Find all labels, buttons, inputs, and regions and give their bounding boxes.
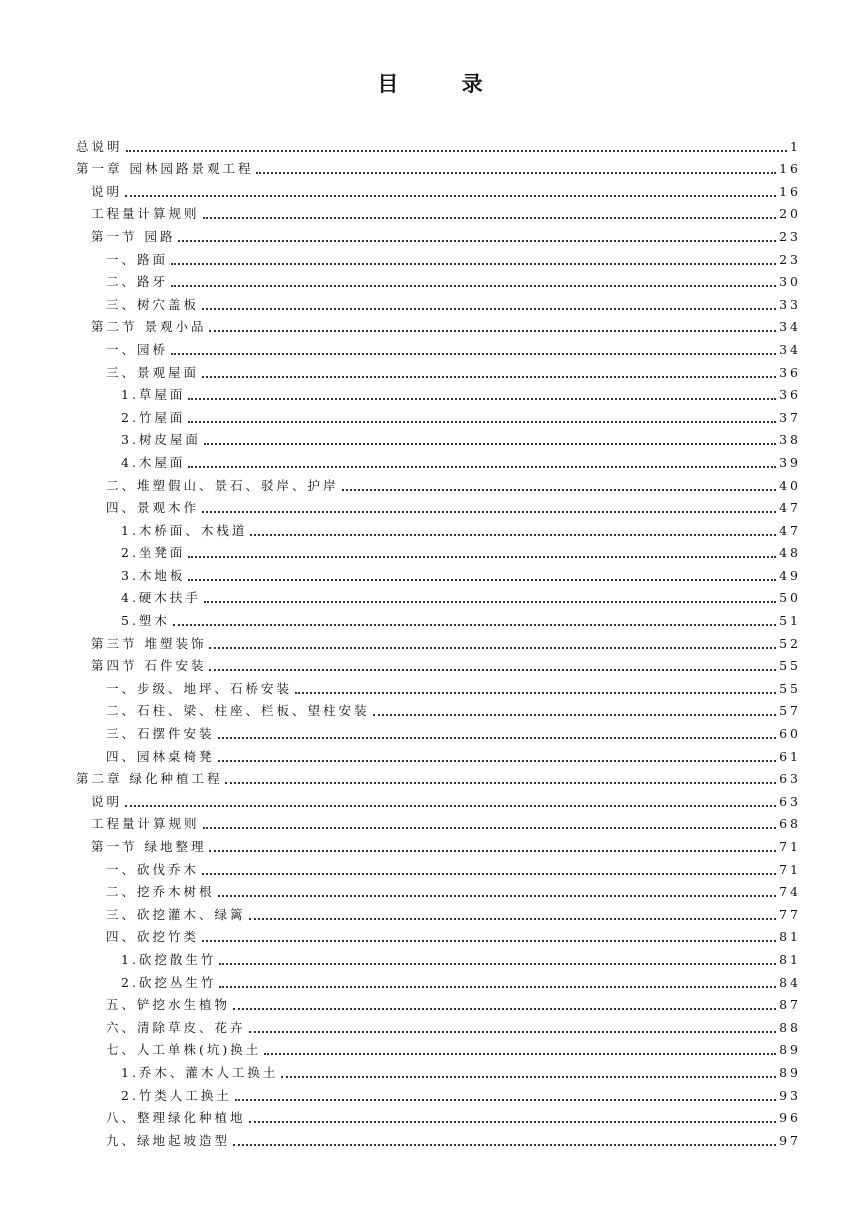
toc-entry-label: 总说明 [76, 138, 123, 154]
toc-entry-page-number: 96 [779, 1110, 801, 1126]
toc-entry-page-number: 38 [779, 432, 801, 448]
toc-entry-label: 4.硬木扶手 [121, 590, 201, 606]
toc-entry-page-number: 34 [779, 341, 801, 357]
dot-leader [203, 217, 777, 219]
toc-entry-page-number: 60 [779, 726, 801, 742]
dot-leader [225, 782, 776, 784]
toc-entry-page-number: 63 [779, 793, 801, 809]
toc-entry[interactable] [76, 991, 801, 1014]
dot-leader [171, 263, 776, 265]
toc-entry[interactable] [76, 606, 801, 629]
table-of-contents [76, 132, 801, 1149]
toc-entry[interactable] [76, 697, 801, 720]
dot-leader [250, 534, 776, 536]
toc-entry-page-number: 23 [779, 228, 801, 244]
toc-entry-page-number: 16 [779, 183, 801, 199]
toc-entry-label: 2.竹类人工换土 [121, 1087, 232, 1103]
toc-entry-page-number: 71 [779, 861, 801, 877]
dot-leader [204, 443, 776, 445]
toc-entry-label: 第三节 堆塑装饰 [91, 635, 207, 651]
dot-leader [203, 827, 777, 829]
toc-entry[interactable] [76, 923, 801, 946]
dot-leader [249, 1121, 777, 1123]
dot-leader [188, 421, 776, 423]
toc-entry[interactable] [76, 674, 801, 697]
toc-entry[interactable] [76, 652, 801, 675]
toc-entry-page-number: 47 [779, 522, 801, 538]
toc-entry-page-number: 87 [779, 997, 801, 1013]
toc-entry-label: 四、砍挖竹类 [106, 929, 200, 945]
dot-leader [233, 1144, 776, 1146]
dot-leader [209, 330, 776, 332]
toc-entry-page-number: 34 [779, 319, 801, 335]
toc-entry[interactable] [76, 1013, 801, 1036]
toc-entry-page-number: 40 [779, 477, 801, 493]
toc-entry-page-number: 89 [779, 1042, 801, 1058]
dot-leader [218, 895, 777, 897]
toc-entry-page-number: 47 [779, 500, 801, 516]
toc-entry-page-number: 97 [779, 1132, 801, 1148]
toc-entry-page-number: 84 [779, 974, 801, 990]
dot-leader [202, 308, 776, 310]
toc-entry[interactable] [76, 945, 801, 968]
toc-entry[interactable] [76, 1036, 801, 1059]
dot-leader [256, 172, 776, 174]
dot-leader [209, 647, 776, 649]
toc-entry-label: 1.砍挖散生竹 [121, 951, 217, 967]
toc-entry[interactable] [76, 1126, 801, 1149]
toc-entry-label: 一、砍伐乔木 [106, 861, 200, 877]
toc-entry-label: 第一节 绿地整理 [91, 839, 207, 854]
toc-entry-label: 三、景观屋面 [106, 364, 200, 380]
toc-entry[interactable] [76, 448, 801, 471]
toc-entry-page-number: 88 [779, 1019, 801, 1035]
toc-entry-label: 五、铲挖水生植物 [106, 997, 231, 1013]
toc-entry[interactable] [76, 742, 801, 765]
dot-leader [126, 150, 788, 152]
toc-entry[interactable] [76, 177, 801, 200]
toc-entry-label: 二、堆塑假山、景石、驳岸、护岸 [106, 477, 339, 493]
dot-leader [264, 1053, 776, 1055]
dot-leader [281, 1076, 776, 1078]
toc-entry[interactable] [76, 765, 801, 788]
dot-leader [188, 579, 776, 581]
toc-entry[interactable] [76, 200, 801, 223]
toc-entry-page-number: 50 [779, 590, 801, 606]
toc-entry-page-number: 81 [779, 951, 801, 967]
dot-leader [249, 1031, 777, 1033]
toc-entry[interactable] [76, 132, 801, 155]
dot-leader [188, 556, 776, 558]
toc-entry-page-number: 93 [779, 1087, 801, 1103]
toc-entry-label: 一、园桥 [106, 341, 169, 357]
toc-entry-page-number: 48 [779, 545, 801, 561]
toc-entry-page-number: 16 [779, 161, 801, 177]
toc-entry-page-number: 30 [779, 274, 801, 290]
dot-leader [204, 601, 776, 603]
toc-entry-label: 4.木屋面 [121, 454, 186, 470]
toc-entry-page-number: 33 [779, 296, 801, 312]
toc-entry-label: 二、路牙 [106, 274, 169, 290]
toc-entry[interactable] [76, 471, 801, 494]
dot-leader [209, 669, 776, 671]
toc-entry-label: 2.坐凳面 [121, 545, 186, 561]
toc-entry[interactable] [76, 516, 801, 539]
toc-entry-page-number: 68 [779, 816, 801, 832]
dot-leader [202, 940, 776, 942]
toc-entry[interactable] [76, 629, 801, 652]
toc-entry-label: 2.砍挖丛生竹 [121, 974, 217, 990]
toc-entry-page-number: 71 [779, 839, 801, 854]
toc-entry-label: 第二章 绿化种植工程 [76, 771, 223, 787]
toc-entry[interactable] [76, 900, 801, 923]
toc-entry-page-number: 57 [779, 703, 801, 719]
toc-entry-page-number: 20 [779, 206, 801, 222]
toc-entry-label: 2.竹屋面 [121, 409, 186, 425]
dot-leader [218, 737, 777, 739]
toc-entry[interactable] [76, 494, 801, 517]
toc-entry-label: 3.树皮屋面 [121, 432, 201, 448]
toc-entry-page-number: 23 [779, 251, 801, 267]
toc-entry[interactable] [76, 358, 801, 381]
toc-entry[interactable] [76, 1081, 801, 1104]
toc-entry[interactable] [76, 155, 801, 178]
toc-entry-label: 第一节 园路 [91, 228, 176, 244]
dot-leader [188, 398, 776, 400]
toc-entry[interactable] [76, 403, 801, 426]
toc-entry[interactable] [76, 810, 801, 833]
toc-entry-label: 1.木桥面、木栈道 [121, 522, 248, 538]
dot-leader [125, 805, 776, 807]
dot-leader [209, 850, 776, 852]
toc-entry-label: 说明 [91, 793, 123, 809]
dot-leader [233, 1008, 776, 1010]
toc-entry-page-number: 49 [779, 567, 801, 583]
toc-entry[interactable] [76, 1058, 801, 1081]
toc-entry-label: 七、人工单株(坑)换土 [106, 1042, 262, 1058]
toc-entry[interactable] [76, 561, 801, 584]
toc-entry-label: 1.乔木、灌木人工换土 [121, 1064, 279, 1080]
toc-entry-label: 第四节 石件安装 [91, 658, 207, 674]
toc-entry-label: 四、景观木作 [106, 500, 200, 516]
toc-entry-label: 一、路面 [106, 251, 169, 267]
toc-entry-page-number: 36 [779, 387, 801, 403]
toc-entry[interactable] [76, 245, 801, 268]
toc-entry-label: 第二节 景观小品 [91, 319, 207, 335]
toc-entry-label: 第一章 园林园路景观工程 [76, 161, 254, 177]
toc-entry-label: 二、挖乔木树根 [106, 884, 215, 900]
toc-entry-label: 1.草屋面 [121, 387, 186, 403]
dot-leader [295, 692, 776, 694]
toc-entry-label: 四、园林桌椅凳 [106, 748, 215, 764]
toc-entry-label: 工程量计算规则 [91, 206, 200, 222]
dot-leader [188, 466, 776, 468]
toc-entry[interactable] [76, 335, 801, 358]
toc-entry-page-number: 55 [779, 658, 801, 674]
dot-leader [178, 240, 776, 242]
toc-entry-label: 九、绿地起坡造型 [106, 1132, 231, 1148]
dot-leader [235, 1099, 776, 1101]
toc-entry-page-number: 81 [779, 929, 801, 945]
dot-leader [173, 624, 776, 626]
toc-entry[interactable] [76, 855, 801, 878]
toc-entry-page-number: 61 [779, 748, 801, 764]
toc-entry[interactable] [76, 290, 801, 313]
toc-entry-label: 八、整理绿化种植地 [106, 1110, 246, 1126]
toc-entry[interactable] [76, 968, 801, 991]
page-title: 目 录 [377, 72, 511, 96]
toc-entry[interactable] [76, 1104, 801, 1127]
dot-leader [125, 195, 776, 197]
toc-entry[interactable] [76, 381, 801, 404]
dot-leader [171, 285, 776, 287]
dot-leader [342, 489, 777, 491]
toc-entry-label: 三、石摆件安装 [106, 726, 215, 742]
toc-entry-page-number: 36 [779, 364, 801, 380]
toc-entry[interactable] [76, 313, 801, 336]
dot-leader [202, 376, 776, 378]
toc-entry-label: 三、砍挖灌木、绿篱 [106, 906, 246, 922]
toc-entry-page-number: 1 [790, 138, 801, 154]
dot-leader [219, 963, 776, 965]
dot-leader [373, 714, 777, 716]
toc-entry[interactable] [76, 539, 801, 562]
toc-entry-label: 二、石柱、梁、柱座、栏板、望柱安装 [106, 703, 370, 719]
toc-entry[interactable] [76, 268, 801, 291]
toc-entry-page-number: 74 [779, 884, 801, 900]
toc-entry-label: 3.木地板 [121, 567, 186, 583]
toc-entry-label: 三、树穴盖板 [106, 296, 200, 312]
toc-entry-label: 工程量计算规则 [91, 816, 200, 832]
toc-entry-label: 六、清除草皮、花卉 [106, 1019, 246, 1035]
toc-entry-label: 说明 [91, 183, 123, 199]
toc-entry[interactable] [76, 584, 801, 607]
toc-entry[interactable] [76, 787, 801, 810]
dot-leader [219, 986, 776, 988]
toc-entry-label: 一、步级、地坪、石桥安装 [106, 680, 293, 696]
toc-entry-page-number: 52 [779, 635, 801, 651]
toc-entry-page-number: 89 [779, 1064, 801, 1080]
toc-entry-page-number: 37 [779, 409, 801, 425]
toc-entry[interactable] [76, 878, 801, 901]
toc-entry[interactable] [76, 426, 801, 449]
dot-leader [218, 760, 777, 762]
dot-leader [202, 511, 776, 513]
dot-leader [249, 918, 777, 920]
toc-entry[interactable] [76, 719, 801, 742]
toc-entry-page-number: 77 [779, 906, 801, 922]
dot-leader [202, 873, 776, 875]
toc-entry-page-number: 39 [779, 454, 801, 470]
dot-leader [171, 353, 776, 355]
toc-entry-page-number: 63 [779, 771, 801, 787]
toc-entry-page-number: 55 [779, 680, 801, 696]
toc-entry-page-number: 51 [779, 613, 801, 629]
toc-entry[interactable] [76, 222, 801, 245]
toc-entry[interactable] [76, 832, 801, 855]
toc-entry-label: 5.塑木 [121, 613, 170, 629]
